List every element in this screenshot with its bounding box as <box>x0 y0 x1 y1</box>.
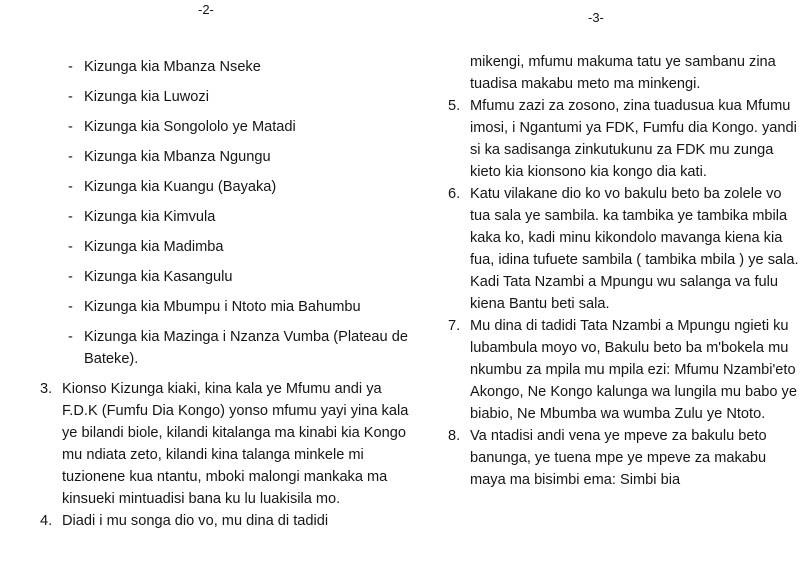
bullet-item <box>62 236 414 258</box>
numbered-item-5 <box>448 95 798 183</box>
item-text: Kionso Kizunga kiaki, kina kala ye Mfumu andi ya F.D.K (Fumfu Dia Kongo) yonso mfumu yayi yina kala ye bilandi biole, kilandi kitalanga ma kinabi kia Kongo mu ndiata zeto, kilandi kina talanga minkele mi tuzionene kua ntantu, mboki malongi mankaka ma kinsueki mintuadisi bana ku lu luakisila mo. <box>62 381 409 507</box>
bullet-item <box>62 86 414 108</box>
bullet-item <box>62 56 414 78</box>
item-text: Mu dina di tadidi Tata Nzambi a Mpungu ngieti ku lubambula moyo vo, Bakulu beto ba m'bokela mu nkumbu za mpila mu mpila ezi: Mfumu Nzambi'eto Akongo, Ne Kongo kalunga wa lungila mu babo ye biabio, Ne Mbumba wa wumba Zulu ye Ntoto. <box>470 318 797 422</box>
bullet-item <box>62 206 414 228</box>
bullet-text: Kizunga kia Mbanza Nseke <box>84 59 261 75</box>
bullet-text: Kizunga kia Kasangulu <box>84 269 233 285</box>
numbered-item-3 <box>40 378 412 510</box>
bullet-dash: - <box>68 119 73 135</box>
item-number: 5. <box>448 98 461 114</box>
item-number: 6. <box>448 186 461 202</box>
item-text: Va ntadisi andi vena ye mpeve za bakulu beto banunga, ye tuena mpe ye mpeve za makabu maya ma bisimbi ema: Simbi bia <box>470 428 767 488</box>
bullet-text: Kizunga kia Luwozi <box>84 89 209 105</box>
right-page-body <box>448 51 798 491</box>
bullet-dash: - <box>68 89 73 105</box>
bullet-text: Kizunga kia Mbumpu i Ntoto mia Bahumbu <box>84 299 361 315</box>
bullet-item <box>62 266 414 288</box>
numbered-item-7 <box>448 315 800 425</box>
numbered-item-4 <box>40 510 412 532</box>
bullet-item <box>62 116 414 138</box>
bullet-dash: - <box>68 329 73 345</box>
bullet-dash: - <box>68 59 73 75</box>
item-number: 3. <box>40 381 53 397</box>
item-4-continuation: mikengi, mfumu makuma tatu ye sambanu zina tuadisa makabu meto ma minkengi. <box>470 54 776 92</box>
bullet-item <box>62 176 414 198</box>
bullet-dash: - <box>68 269 73 285</box>
bullet-text: Kizunga kia Songololo ye Matadi <box>84 119 296 135</box>
bullet-dash: - <box>68 179 73 195</box>
bullet-item <box>62 296 384 318</box>
item-number: 4. <box>40 513 53 529</box>
bullet-dash: - <box>68 149 73 165</box>
numbered-item-8 <box>448 425 800 491</box>
bullet-text: Kizunga kia Kimvula <box>84 209 216 225</box>
item-text: Diadi i mu songa dio vo, mu dina di tadidi <box>62 513 329 529</box>
scan-edge <box>0 0 800 4</box>
bullet-item <box>62 326 414 370</box>
bullet-item <box>62 146 414 168</box>
bullet-text: Kizunga kia Kuangu (Bayaka) <box>84 179 277 195</box>
left-page-body <box>40 56 414 532</box>
bullet-dash: - <box>68 299 73 315</box>
numbered-item-6 <box>448 183 800 315</box>
item-number: 7. <box>448 318 461 334</box>
bullet-text: Kizunga kia Mazinga i Nzanza Vumba (Plateau de Bateke). <box>84 329 408 367</box>
left-page-number: -2- <box>198 2 214 17</box>
item-text: Katu vilakane dio ko vo bakulu beto ba zolele vo tua sala ye sambila. ka tambika ye tambika mbila kaka ko, kadi minu kikondolo mavanga kiena kia fua, idina tufuete sambila ( tambika mbila ) ye sala. Kadi Tata Nzambi a Mpungu wu salanga va fulu kiena Bantu beti sala. <box>470 186 799 312</box>
right-page-number: -3- <box>588 10 604 25</box>
bullet-text: Kizunga kia Mbanza Ngungu <box>84 149 271 165</box>
bullet-text: Kizunga kia Madimba <box>84 239 224 255</box>
item-text: Mfumu zazi za zosono, zina tuadusua kua Mfumu imosi, i Ngantumi ya FDK, Fumfu dia Kongo. yandi si ka sadisanga zinkutukunu za FDK mu zunga kieto kia kionsono kia kongo dia kati. <box>470 98 797 180</box>
bullet-dash: - <box>68 239 73 255</box>
bullet-dash: - <box>68 209 73 225</box>
item-number: 8. <box>448 428 461 444</box>
